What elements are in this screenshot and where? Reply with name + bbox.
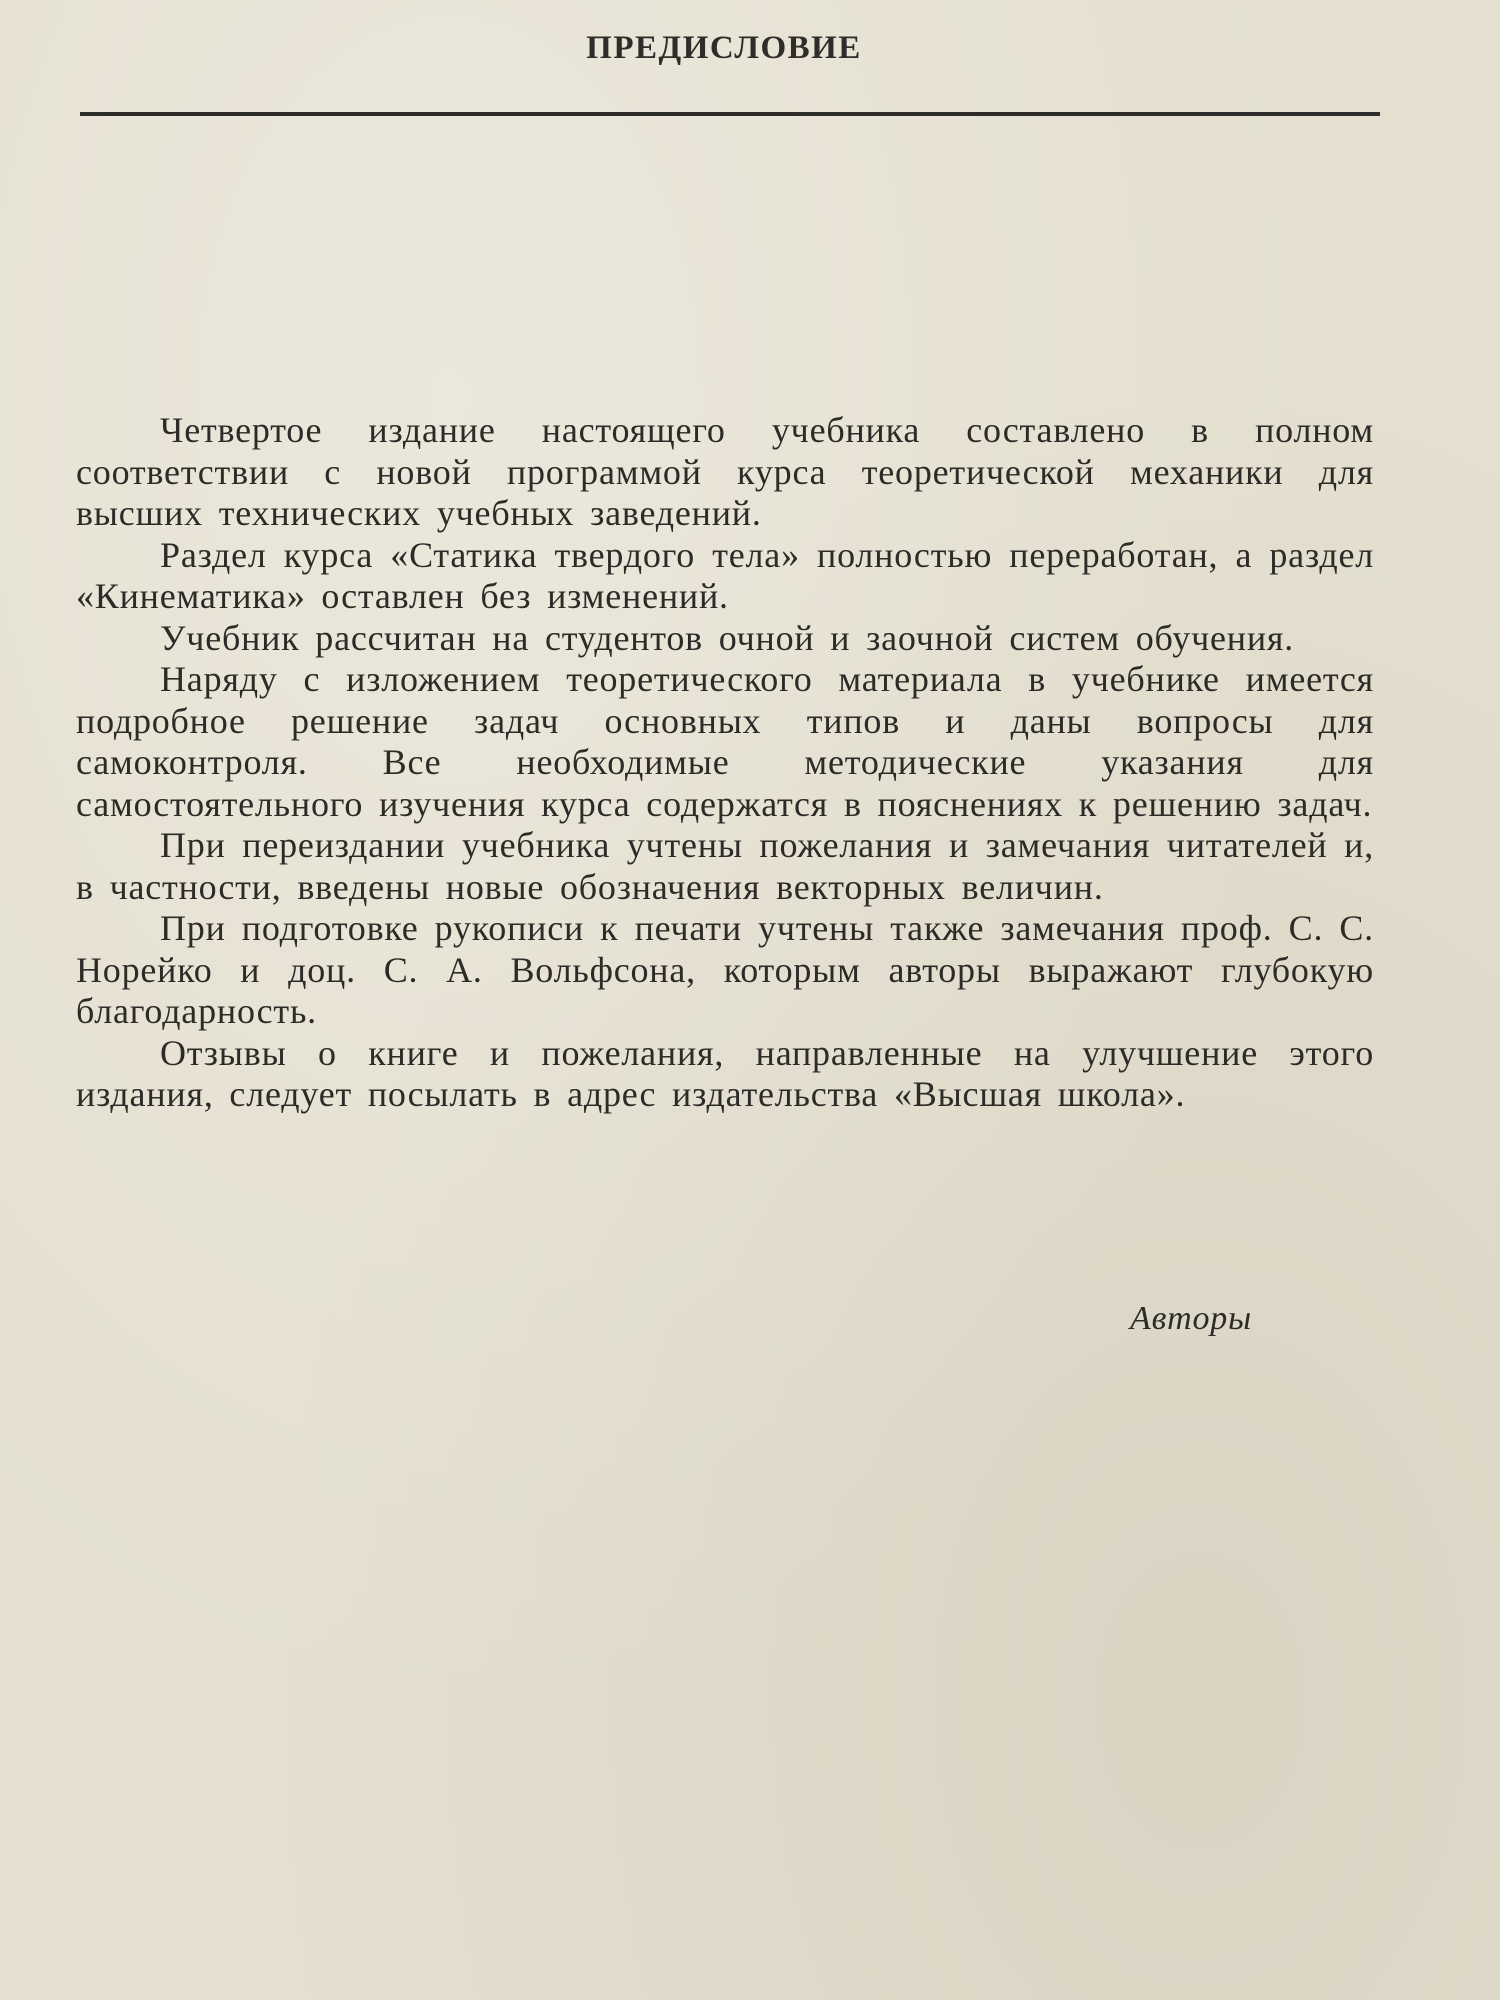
- paragraph: Раздел курса «Статика твердого тела» полностью переработан, а раздел «Кинематика» оставлен без изменений.: [76, 534, 1374, 616]
- paragraph: При переиздании учебника учтены пожелания и замечания читателей и, в частности, введены новые обозначения векторных величин.: [76, 825, 1374, 907]
- signature: Авторы: [1130, 1300, 1252, 1337]
- page-heading: ПРЕДИСЛОВИЕ: [586, 30, 862, 66]
- paragraph: Наряду с изложением теоретического материала в учебнике имеется подробное решение задач основных типов и даны вопросы для самоконтроля. Все необходимые методические указания для самостоятельного изучения курса содержатся в пояснениях к решению задач.: [76, 659, 1374, 824]
- paragraph: Учебник рассчитан на студентов очной и заочной систем обучения.: [160, 617, 1295, 658]
- paragraph: Четвертое издание настоящего учебника составлено в полном соответствии с новой программой курса теоретической механики для высших технических учебных заведений.: [76, 410, 1374, 533]
- paragraph: Отзывы о книге и пожелания, направленные на улучшение этого издания, следует посылать в адрес издательства «Высшая школа».: [76, 1032, 1374, 1114]
- preface-body: [76, 410, 1374, 1116]
- heading-rule: [80, 112, 1380, 116]
- paragraph: При подготовке рукописи к печати учтены также замечания проф. С. С. Норейко и доц. С. А. Вольфсона, которым авторы выражают глубокую благодарность.: [76, 908, 1374, 1031]
